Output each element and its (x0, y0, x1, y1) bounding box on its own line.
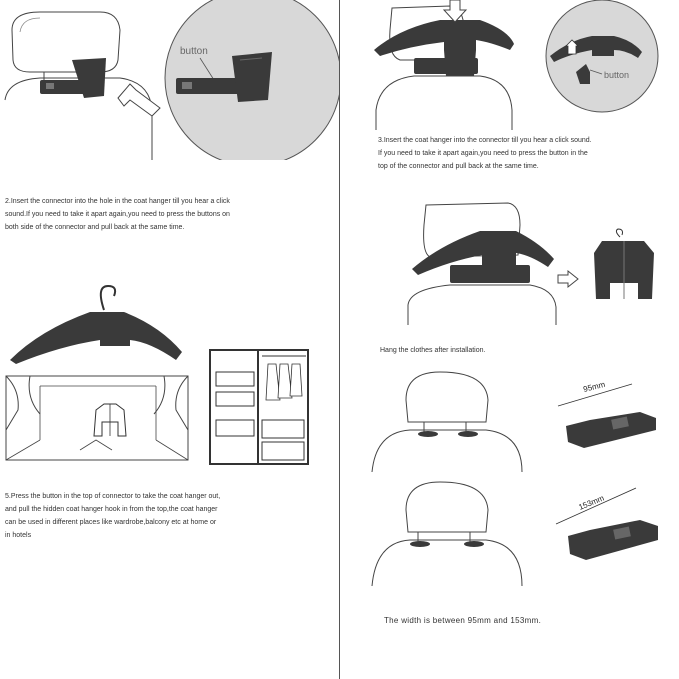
illustration-width-measure (340, 360, 679, 605)
hang-note-text: Hang the clothes after installation. (380, 347, 486, 354)
step3-text (378, 134, 676, 173)
step5-line-3: can be used in different places like wardrobe,balcony etc at home or (5, 519, 217, 526)
illustration-step2-connector (0, 0, 339, 160)
width-note-text: The width is between 95mm and 153mm. (384, 616, 542, 625)
button-label-right: button (604, 70, 630, 80)
step2-line-3: both side of the connector and pull back at the same time. (5, 224, 185, 231)
step5-text (5, 490, 335, 542)
illustration-step3-hanger (340, 0, 679, 130)
step3-line-3: top of the connector and pull back at the same time. (378, 163, 539, 170)
step2-line-1: 2.Insert the connector into the hole in the coat hanger till you hear a click (5, 198, 230, 205)
step3-line-2: If you need to take it apart again,you need to press the button in the (378, 150, 588, 157)
dim-95: 95mm (582, 379, 607, 394)
width-note (384, 614, 674, 627)
hang-note (380, 344, 676, 357)
illustration-step5-usage (0, 280, 339, 480)
step5-line-1: 5.Press the button in the top of connector to take the coat hanger out, (5, 493, 221, 500)
step3-line-1: 3.Insert the coat hanger into the connector till you hear a click sound. (378, 137, 592, 144)
step2-text (5, 195, 335, 234)
illustration-installed (340, 195, 679, 330)
step5-line-2: and pull the hidden coat hanger hook in from the top,the coat hanger (5, 506, 218, 513)
step2-line-2: sound.If you need to take it apart again,you need to press the buttons on (5, 211, 230, 218)
step5-line-4: in hotels (5, 532, 32, 539)
button-label-left: button (180, 46, 208, 57)
dim-153: 153mm (577, 493, 606, 512)
